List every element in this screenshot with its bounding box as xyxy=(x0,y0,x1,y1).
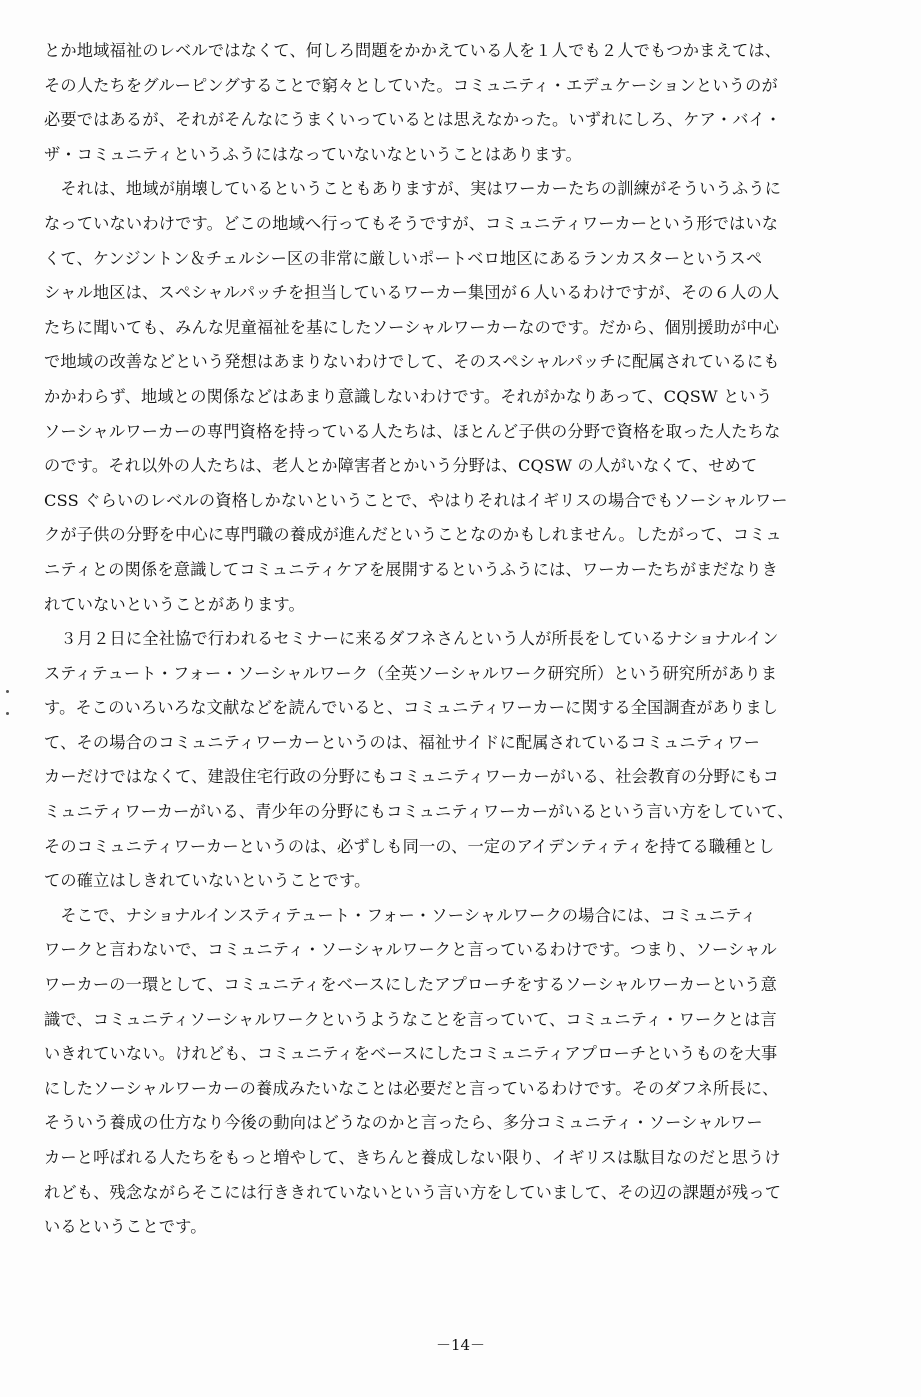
text-line: ３月２日に全社協で行われるセミナーに来るダフネさんという人が所長をしているナショナルイン xyxy=(44,629,779,649)
text-line: 識で、コミュニティソーシャルワークというようなことを言っていて、コミュニティ・ワークとは言 xyxy=(44,1009,777,1029)
text-line: シャル地区は、スペシャルパッチを担当しているワーカー集団が６人いるわけですが、その６人の人 xyxy=(44,283,780,303)
text-line: そういう養成の仕方なり今後の動向はどうなのかと言ったら、多分コミュニティ・ソーシャルワー xyxy=(44,1113,763,1133)
text-line: たちに聞いても、みんな児童福祉を基にしたソーシャルワーカーなのです。だから、個別援助が中心 xyxy=(44,317,780,337)
text-line: それは、地域が崩壊しているということもありますが、実はワーカーたちの訓練がそういうふうに xyxy=(44,179,782,199)
text-line: ニティとの関係を意識してコミュニティケアを展開するというふうには、ワーカーたちがまだなりき xyxy=(44,559,779,579)
text-line: ワーカーの一環として、コミュニティをベースにしたアプローチをするソーシャルワーカーという意 xyxy=(44,975,778,995)
page-number: －14－ xyxy=(435,1336,486,1354)
text-line: スティテュート・フォー・ソーシャルワーク（全英ソーシャルワーク研究所）という研究所がありま xyxy=(44,663,778,683)
text-line: いきれていない。けれども、コミュニティをベースにしたコミュニティアプローチというものを大事 xyxy=(44,1044,778,1064)
text-line: CSS ぐらいのレベルの資格しかないということで、やはりそれはイギリスの場合でもソーシャルワー xyxy=(44,490,788,510)
text-line: ザ・コミュニティというふうにはなっていないなということはあります。 xyxy=(44,144,582,164)
margin-speck xyxy=(6,690,9,693)
text-line: カーだけではなくて、建設住宅行政の分野にもコミュニティワーカーがいる、社会教育の分野にもコ xyxy=(44,767,780,787)
text-line: れども、残念ながらそこには行ききれていないという言い方をしていまして、その辺の課題が残って xyxy=(44,1182,782,1202)
text-line: て、その場合のコミュニティワーカーというのは、福祉サイドに配属されているコミュニティワー xyxy=(44,732,761,752)
text-line: いるということです。 xyxy=(44,1217,207,1237)
text-line: とか地域福祉のレベルではなくて、何しろ問題をかかえている人を１人でも２人でもつかまえては、 xyxy=(44,41,782,60)
text-line: そこで、ナショナルインスティテュート・フォー・ソーシャルワークの場合には、コミュニティ xyxy=(44,905,757,925)
text-line: その人たちをグルーピングすることで窮々としていた。コミュニティ・エデュケーションというのが xyxy=(44,75,778,95)
text-line: にしたソーシャルワーカーの養成みたいなことは必要だと言っているわけです。そのダフネ所長に、 xyxy=(44,1078,779,1098)
text-line: れていないということがあります。 xyxy=(44,594,305,614)
text-line: ワークと言わないで、コミュニティ・ソーシャルワークと言っているわけです。つまり、ソーシャル xyxy=(44,940,777,960)
body-text xyxy=(44,34,884,1245)
margin-speck xyxy=(6,712,9,715)
text-line: す。そこのいろいろな文献などを読んでいると、コミュニティワーカーに関する全国調査がありまし xyxy=(44,698,779,718)
text-line: のです。それ以外の人たちは、老人とか障害者とかいう分野は、CQSW の人がいなくて、せめて xyxy=(44,456,758,476)
text-line: クが子供の分野を中心に専門職の養成が進んだということなのかもしれません。したがって、コミュ xyxy=(44,525,782,545)
text-line: かかわらず、地域との関係などはあまり意識しないわけです。それがかなりあって、CQSW という xyxy=(44,386,773,406)
text-line: ソーシャルワーカーの専門資格を持っている人たちは、ほとんど子供の分野で資格を取った人たちな xyxy=(44,421,781,441)
text-line: くて、ケンジントン＆チェルシー区の非常に厳しいポートベロ地区にあるランカスターというスペ xyxy=(44,248,763,268)
text-line: ミュニティワーカーがいる、青少年の分野にもコミュニティワーカーがいるという言い方をしていて、 xyxy=(44,802,794,822)
text-line: そのコミュニティワーカーというのは、必ずしも同一の、一定のアイデンティティを持てる職種とし xyxy=(44,836,775,856)
text-line: ての確立はしきれていないということです。 xyxy=(44,871,371,891)
text-line: なっていないわけです。どこの地域へ行ってもそうですが、コミュニティワーカーという形ではいな xyxy=(44,213,779,233)
text-line: で地域の改善などという発想はあまりないわけでして、そのスペシャルパッチに配属されているにも xyxy=(44,352,780,372)
text-line: 必要ではあるが、それがそんなにうまくいっているとは思えなかった。いずれにしろ、ケア・バイ・ xyxy=(44,110,782,130)
text-line: カーと呼ばれる人たちをもっと増やして、きちんと養成しない限り、イギリスは駄目なのだと思うけ xyxy=(44,1148,781,1167)
